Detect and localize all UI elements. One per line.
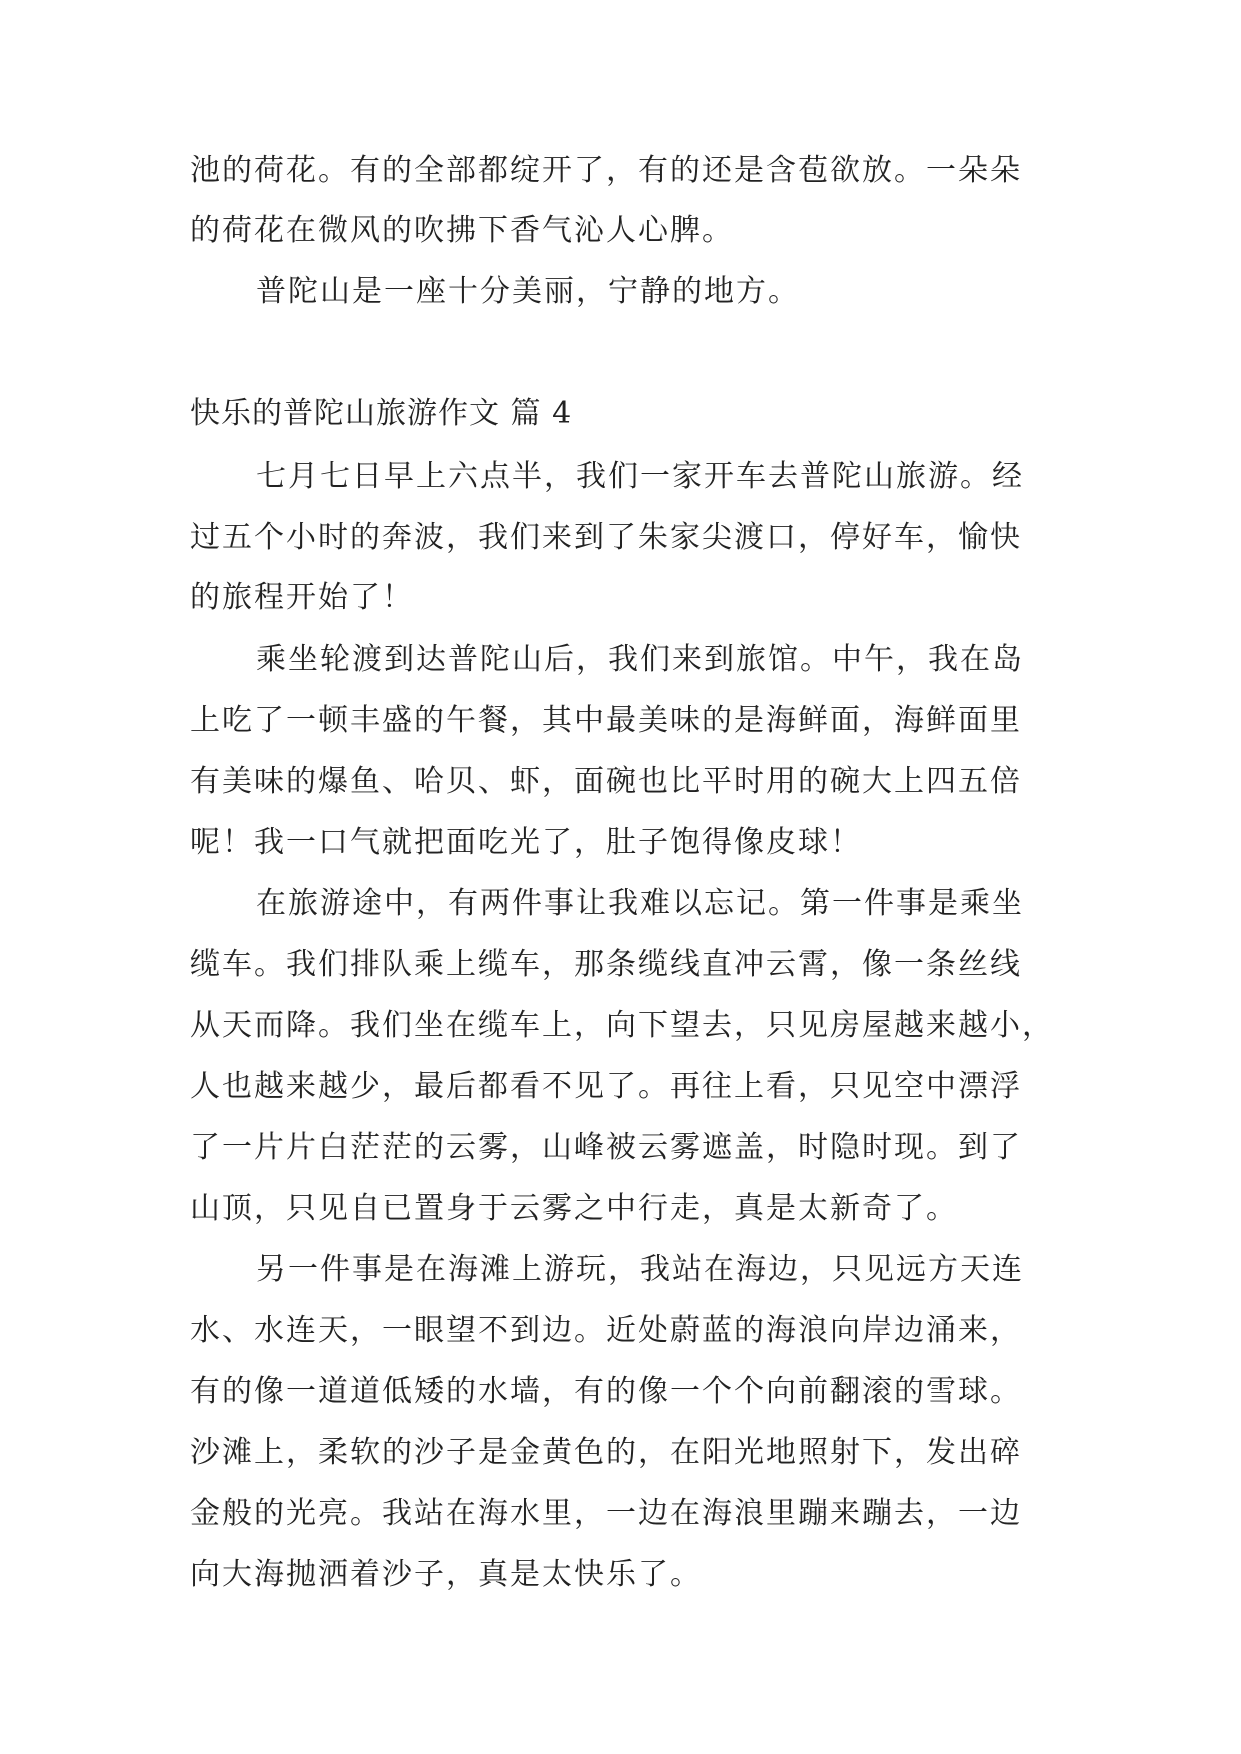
text-line: 金般的光亮。我站在海水里，一边在海浪里蹦来蹦去，一边 [190,1496,1022,1531]
text-line: 乘坐轮渡到达普陀山后，我们来到旅馆。中午，我在岛 [256,642,1024,677]
text-line: 另一件事是在海滩上游玩，我站在海边，只见远方天连 [256,1252,1024,1287]
text-line: 缆车。我们排队乘上缆车，那条缆线直冲云霄，像一条丝线 [190,947,1022,982]
text-line: 水、水连天，一眼望不到边。近处蔚蓝的海浪向岸边涌来， [190,1313,1022,1348]
text-line: 山顶，只见自已置身于云雾之中行走，真是太新奇了。 [190,1191,958,1226]
text-line: 普陀山是一座十分美丽，宁静的地方。 [256,274,800,309]
text-line: 呢！我一口气就把面吃光了，肚子饱得像皮球！ [190,825,862,860]
text-line: 上吃了一顿丰盛的午餐，其中最美味的是海鲜面，海鲜面里 [190,703,1022,738]
text-line: 过五个小时的奔波，我们来到了朱家尖渡口，停好车，愉快 [190,520,1022,555]
text-line: 有的像一道道低矮的水墙，有的像一个个向前翻滚的雪球。 [190,1374,1022,1409]
text-line: 在旅游途中，有两件事让我难以忘记。第一件事是乘坐 [256,886,1024,921]
text-line: 七月七日早上六点半，我们一家开车去普陀山旅游。经 [256,459,1024,494]
text-line: 人也越来越少，最后都看不见了。再往上看，只见空中漂浮 [190,1069,1022,1104]
section-title: 快乐的普陀山旅游作文 篇 4 [190,396,573,431]
text-line: 有美味的爆鱼、哈贝、虾，面碗也比平时用的碗大上四五倍 [190,764,1022,799]
text-line: 沙滩上，柔软的沙子是金黄色的，在阳光地照射下，发出碎 [190,1435,1022,1470]
text-line: 池的荷花。有的全部都绽开了，有的还是含苞欲放。一朵朵 [190,153,1022,188]
text-line: 向大海抛洒着沙子，真是太快乐了。 [190,1557,702,1592]
text-line: 的旅程开始了！ [190,580,414,615]
text-line: 的荷花在微风的吹拂下香气沁人心脾。 [190,213,734,248]
text-line: 了一片片白茫茫的云雾，山峰被云雾遮盖，时隐时现。到了 [190,1130,1022,1165]
text-line: 从天而降。我们坐在缆车上，向下望去，只见房屋越来越小， [190,1008,1054,1043]
